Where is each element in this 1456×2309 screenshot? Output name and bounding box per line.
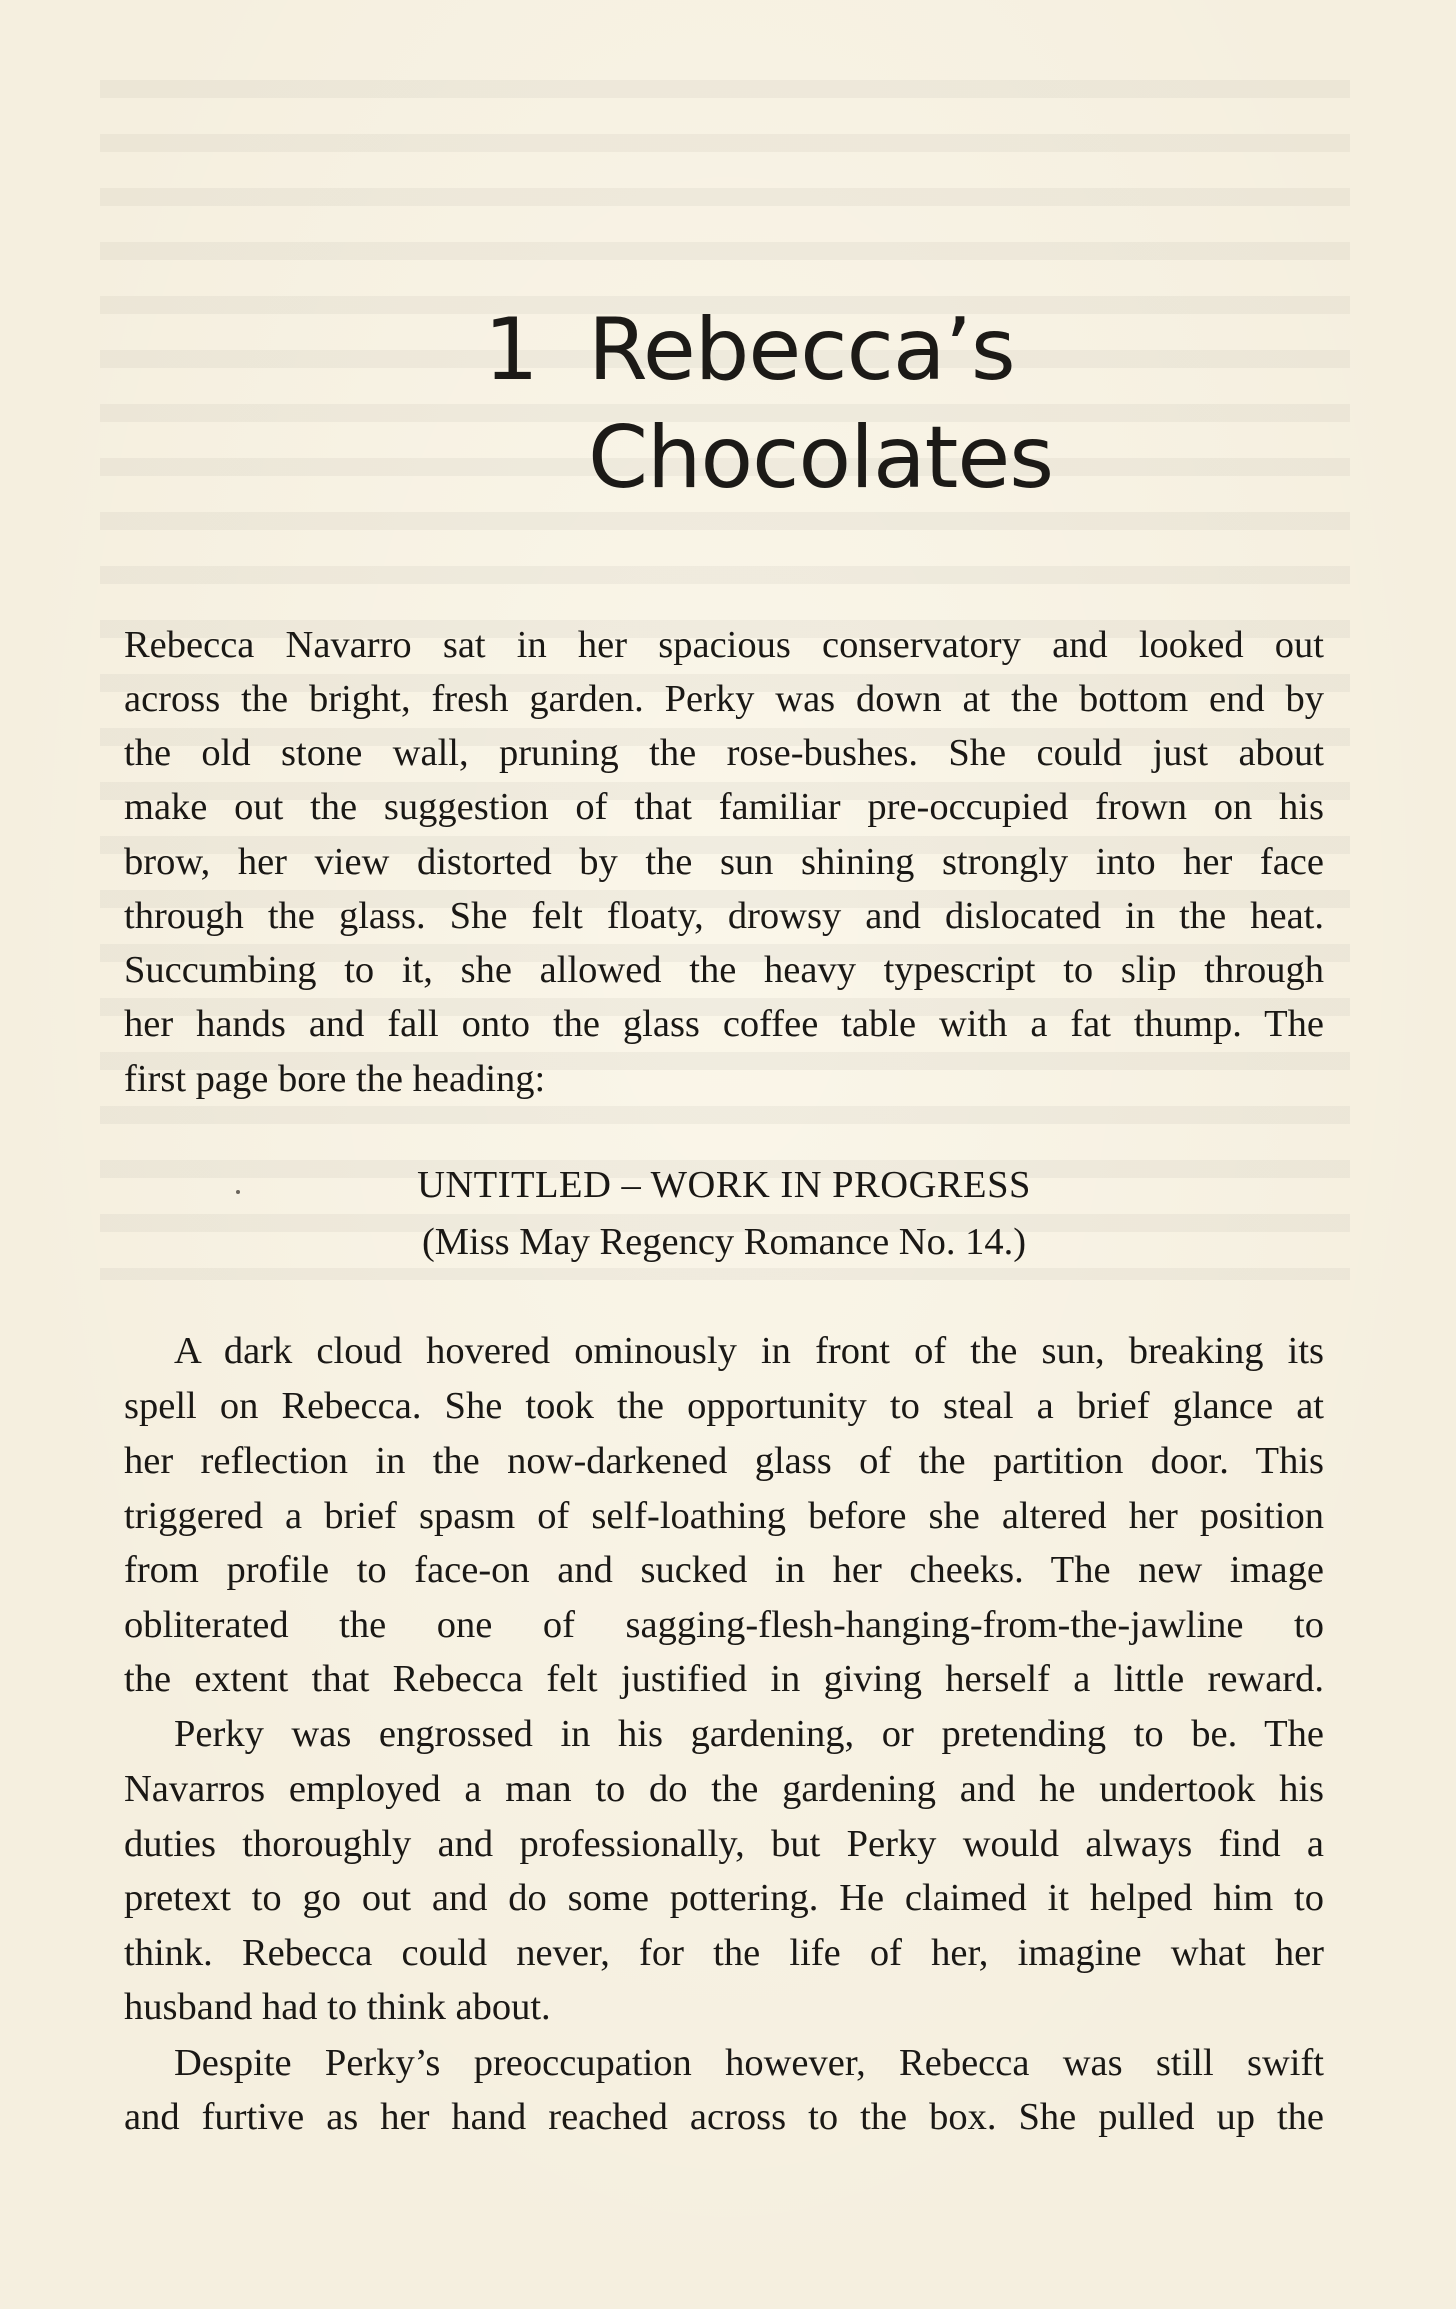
typescript-title: UNTITLED – WORK IN PROGRESS (417, 1164, 1031, 1206)
chapter-title-line: Chocolates (588, 408, 1054, 508)
text-line: A dark cloud hovered ominously in front of the sun, breaking its (174, 1330, 1324, 1372)
text-line: the extent that Rebecca felt justified in giving herself a little reward. (124, 1658, 1324, 1700)
chapter-title (588, 296, 1188, 512)
typescript-subtitle: (Miss May Regency Romance No. 14.) (421, 1221, 1027, 1263)
text-line: her reflection in the now-darkened glass of the partition door. This (124, 1440, 1324, 1482)
text-line: spell on Rebecca. She took the opportunity to steal a brief glance at (124, 1385, 1324, 1427)
chapter-number: 1 (484, 300, 538, 400)
text-line: think. Rebecca could never, for the life of her, imagine what her (124, 1932, 1324, 1974)
text-line: from profile to face-on and sucked in her cheeks. The new image (124, 1549, 1324, 1591)
text-line: through the glass. She felt floaty, drowsy and dislocated in the heat. (124, 895, 1324, 937)
text-line: across the bright, fresh garden. Perky was down at the bottom end by (124, 678, 1324, 720)
text-line: first page bore the heading: (124, 1058, 546, 1100)
text-line: husband had to think about. (124, 1986, 551, 2028)
text-line: Perky was engrossed in his gardening, or pretending to be. The (174, 1713, 1324, 1755)
text-line: Rebecca Navarro sat in her spacious conservatory and looked out (124, 624, 1324, 666)
text-line: obliterated the one of sagging-flesh-hanging-from-the-jawline to (124, 1604, 1324, 1646)
text-line: brow, her view distorted by the sun shining strongly into her face (124, 841, 1324, 883)
text-line: Despite Perky’s preoccupation however, Rebecca was still swift (174, 2042, 1324, 2084)
text-line: Navarros employed a man to do the gardening and he undertook his (124, 1768, 1324, 1810)
text-line: make out the suggestion of that familiar pre-occupied frown on his (124, 786, 1324, 828)
text-line: and furtive as her hand reached across to the box. She pulled up the (124, 2096, 1324, 2138)
chapter-title-line: Rebecca’s (588, 300, 1015, 400)
text-line: pretext to go out and do some pottering. He claimed it helped him to (124, 1877, 1324, 1919)
text-line: Succumbing to it, she allowed the heavy typescript to slip through (124, 949, 1324, 991)
text-line: the old stone wall, pruning the rose-bushes. She could just about (124, 732, 1324, 774)
text-line: duties thoroughly and professionally, but Perky would always find a (124, 1823, 1324, 1865)
text-line: triggered a brief spasm of self-loathing before she altered her position (124, 1495, 1324, 1537)
text-line: her hands and fall onto the glass coffee table with a fat thump. The (124, 1003, 1324, 1045)
